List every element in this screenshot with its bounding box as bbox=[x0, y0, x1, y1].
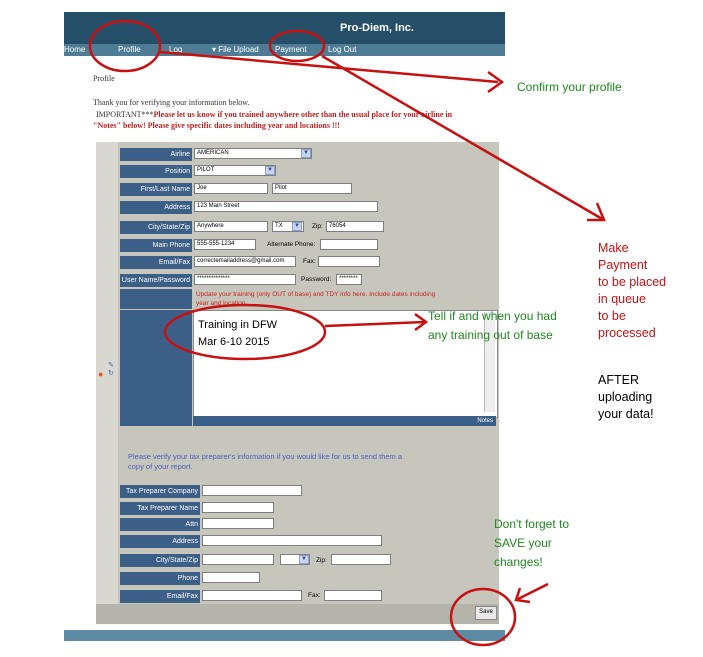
annotation-line: uploading bbox=[598, 390, 653, 404]
tax-attn-label: Attn bbox=[120, 518, 200, 531]
first-name-input[interactable]: Joe bbox=[194, 183, 268, 194]
last-name-input[interactable]: Pilot bbox=[272, 183, 352, 194]
save-arrow-line bbox=[518, 584, 548, 599]
annotation-line: changes! bbox=[494, 555, 543, 569]
tax-zip-label: Zip: bbox=[316, 557, 327, 564]
annotation-line: to be placed bbox=[598, 275, 667, 289]
position-label: Position bbox=[120, 165, 192, 178]
annotation-line: any training out of base bbox=[428, 328, 553, 342]
tax-company-label: Tax Preparer Company bbox=[120, 485, 200, 498]
zip-input[interactable]: 76054 bbox=[326, 221, 384, 232]
fax-label: Fax: bbox=[303, 258, 316, 265]
state-select[interactable]: TX bbox=[272, 221, 304, 232]
page-heading: Profile bbox=[93, 74, 115, 83]
notes-circle bbox=[165, 305, 325, 359]
annotation-line: Don't forget to bbox=[494, 517, 569, 531]
user-password-label: User Name/Password bbox=[120, 274, 192, 287]
chevron-down-icon[interactable]: ▼ bbox=[265, 166, 275, 175]
airline-label: Airline bbox=[120, 148, 192, 161]
address-label: Address bbox=[120, 201, 192, 214]
zip-label: Zip: bbox=[312, 223, 323, 230]
edit-icon[interactable]: ✎ ↻ bbox=[108, 362, 114, 377]
training-arrow-line bbox=[325, 322, 425, 326]
save-button[interactable]: Save bbox=[475, 606, 497, 620]
annotation-confirm-profile: Confirm your profile bbox=[517, 80, 622, 94]
tax-verify-line1: Please verify your tax preparer's information if you would like for us to send them a bbox=[128, 452, 403, 461]
important-text: Please let us know if you trained anywhere other than the usual place for your airline in bbox=[153, 110, 453, 119]
important-prefix: IMPORTANT*** bbox=[96, 110, 154, 119]
city-state-zip-label: City/State/Zip bbox=[120, 221, 192, 234]
username-input[interactable]: ************** bbox=[194, 274, 296, 285]
nav-profile[interactable]: Profile bbox=[118, 45, 141, 54]
profile-circle bbox=[90, 21, 160, 71]
main-phone-input[interactable]: 555-555-1234 bbox=[194, 239, 256, 250]
app-title: Pro-Diem, Inc. bbox=[340, 22, 414, 34]
training-note-line2: year and location. bbox=[196, 300, 248, 307]
annotation-line: in queue bbox=[598, 292, 646, 306]
name-label: First/Last Name bbox=[120, 183, 192, 196]
bullet-icon: ● bbox=[98, 369, 104, 379]
intro-text: Thank you for verifying your information below. bbox=[93, 98, 250, 107]
chevron-down-icon[interactable]: ▼ bbox=[299, 555, 309, 564]
nav-home[interactable]: Home bbox=[64, 45, 86, 54]
annotation-line: SAVE your bbox=[494, 536, 552, 550]
annotation-line: Payment bbox=[598, 258, 648, 272]
chevron-down-icon[interactable]: ▼ bbox=[292, 222, 302, 231]
tax-verify-line2: copy of your report. bbox=[128, 462, 193, 471]
save-circle bbox=[451, 589, 515, 645]
address-input[interactable]: 123 Main Street bbox=[194, 201, 378, 212]
password-label: Password: bbox=[301, 276, 332, 283]
notes-line1: Training in DFW bbox=[198, 319, 278, 331]
nav-file-upload[interactable]: ▾ File Upload bbox=[212, 45, 259, 54]
tax-fax-label: Fax: bbox=[308, 592, 321, 599]
email-input[interactable]: correctemailaddress@gmail.com bbox=[194, 256, 296, 267]
airline-select[interactable]: AMERICAN bbox=[194, 148, 312, 159]
annotation-line: your data! bbox=[598, 407, 654, 421]
tax-name-label: Tax Preparer Name bbox=[120, 502, 200, 515]
payment-circle bbox=[270, 31, 324, 61]
city-input[interactable]: Anywhere bbox=[194, 221, 268, 232]
main-phone-label: Main Phone bbox=[120, 239, 192, 252]
notes-label: Notes bbox=[477, 418, 493, 424]
training-note-line1: Update your training (only OUT of base) and TDY info here. Include dates including bbox=[196, 291, 436, 298]
nav-logout[interactable]: Log Out bbox=[328, 45, 357, 54]
alternate-phone-label: Alternate Phone: bbox=[267, 241, 316, 248]
password-input[interactable]: ******** bbox=[336, 274, 362, 285]
nav-payment[interactable]: Payment bbox=[275, 45, 307, 54]
important-line2: "Notes" below! Please give specific dates including year and locations !!! bbox=[93, 121, 340, 130]
chevron-down-icon[interactable]: ▼ bbox=[301, 149, 311, 158]
annotation-line: to be bbox=[598, 309, 626, 323]
annotation-line: AFTER bbox=[598, 373, 639, 387]
tax-phone-label: Phone bbox=[120, 572, 200, 585]
email-fax-label: Email/Fax bbox=[120, 256, 192, 269]
nav-log[interactable]: Log bbox=[169, 45, 183, 54]
position-select[interactable]: PILOT bbox=[194, 165, 276, 176]
annotation-line: Make bbox=[598, 241, 629, 255]
tax-csz-label: City/State/Zip bbox=[120, 554, 200, 567]
annotation-line: processed bbox=[598, 326, 656, 340]
nav-file-upload-label: File Upload bbox=[218, 45, 259, 54]
annotation-line: Tell if and when you had bbox=[428, 309, 557, 323]
tax-email-fax-label: Email/Fax bbox=[120, 590, 200, 603]
notes-line2: Mar 6-10 2015 bbox=[198, 336, 270, 348]
confirm-arrow-line bbox=[160, 52, 498, 82]
tax-address-label: Address bbox=[120, 535, 200, 548]
payment-arrow-line bbox=[322, 56, 604, 220]
